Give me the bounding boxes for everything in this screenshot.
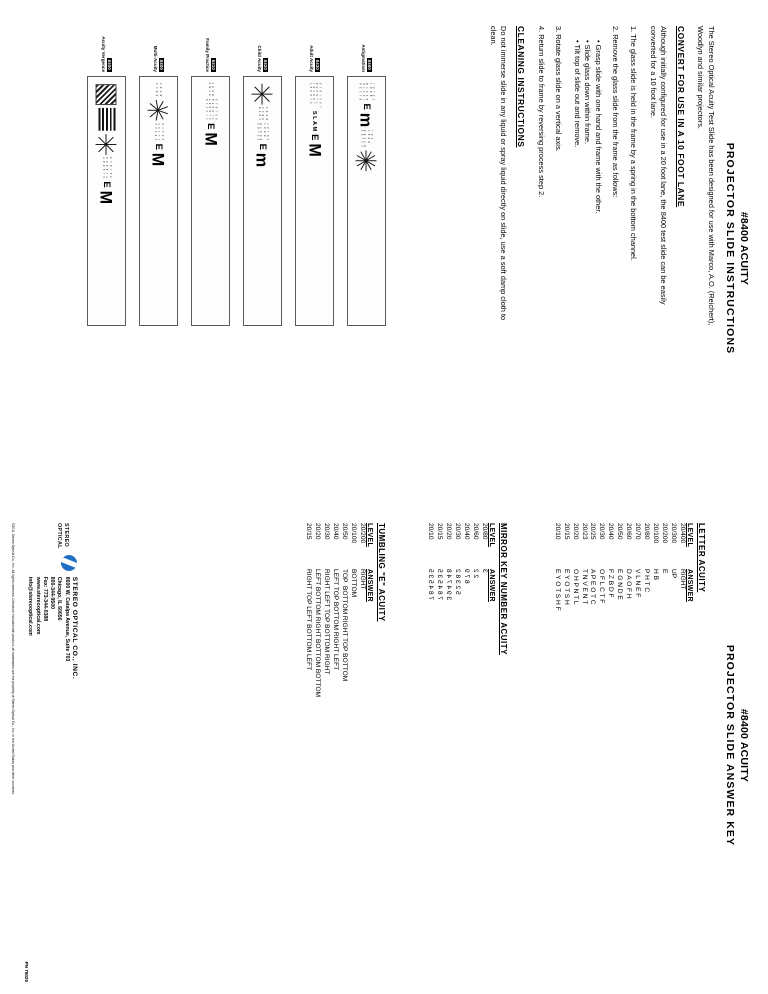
company-footer	[26, 523, 79, 679]
slide-row	[191, 26, 230, 326]
chart-tumbling-e-rows: m E 3 W 3 m W E	[156, 83, 163, 97]
table-row: 20/40	[463, 523, 471, 540]
mirror-acuity-table	[425, 523, 495, 943]
slide-image-multi-acuity	[139, 76, 178, 326]
astigmatism-dial-icon	[96, 134, 117, 155]
slide-name: Family Practice	[205, 38, 211, 72]
table-row: 20/60	[625, 523, 633, 540]
tumbling-e-levels	[303, 523, 373, 569]
tumbling-e-answers	[303, 569, 373, 943]
step-2-bullet-2: • Slide glass down within frame.	[583, 40, 593, 145]
table-cell: D A O F H	[625, 569, 633, 599]
chart-letter-M: M	[97, 190, 116, 205]
company-website[interactable]: www.stereooptical.com	[34, 576, 41, 635]
part-number-label: PN 78025	[24, 961, 29, 982]
column-header-level: LEVEL	[488, 523, 495, 548]
table-row: 20/10	[553, 523, 561, 540]
table-cell: E G N D E	[616, 569, 624, 600]
table-row: 20/50	[616, 523, 624, 540]
table-row: 20/80	[643, 523, 651, 540]
tumbling-e-section	[303, 523, 386, 943]
table-cell: TOP BOTTOM RIGHT TOP BOTTOM	[341, 569, 349, 682]
instructions-header	[724, 0, 750, 497]
slide-name: Astigmatism	[361, 44, 367, 72]
astigmatism-dial-icon	[252, 83, 273, 104]
slide-code: 8450	[107, 59, 113, 70]
answer-key-title: PROJECTOR SLIDE ANSWER KEY	[724, 644, 736, 847]
table-row: 20/15	[436, 523, 444, 540]
table-row: 20/200	[661, 523, 669, 544]
table-row: 20/30	[454, 523, 462, 540]
slide-image-adult-acuity	[295, 76, 334, 326]
letter-acuity-levels	[552, 523, 693, 569]
mirror-acuity-heading: MIRROR KEY NUMBER ACUITY	[499, 523, 508, 656]
copyright-notice: ©2011 Stereo Optical Co., Inc. All rights reserved. Literature included with product, all trademarks are the property of Stereo Optical Co., Inc. in the United States and other countries.	[10, 523, 15, 795]
company-address-block	[26, 577, 79, 680]
slide-image-acuity-vergence	[87, 76, 126, 326]
logo-word-line-1: STEREO	[62, 523, 69, 547]
slide-row	[295, 26, 334, 326]
chart-letter-E: E	[309, 134, 321, 141]
table-cell: RIGHT	[359, 569, 366, 590]
table-row: 20/15	[562, 523, 570, 540]
astigmatism-dial-icon	[148, 100, 169, 121]
chart-tumbling-e-rows: m E 3 W 3 m W E W 3 E m	[258, 106, 268, 121]
chart-letter-E: E	[257, 143, 269, 150]
table-row: 20/23	[580, 523, 588, 540]
slide-name: Adult Acuity	[309, 45, 315, 72]
table-row: 20/50	[341, 523, 349, 540]
slide-code: 8420	[263, 59, 269, 70]
table-row: 20/300	[670, 523, 678, 544]
slide-illustration-list	[74, 26, 386, 326]
chart-letter-M: M	[149, 152, 168, 167]
table-row: 20/15	[305, 523, 313, 540]
chart-letter-E: E	[153, 143, 165, 150]
eye-chart-graphic	[148, 83, 169, 166]
table-cell: O H P N T L	[571, 569, 579, 605]
table-row: 20/20	[314, 523, 322, 540]
table-cell: H B	[652, 569, 660, 580]
mirror-acuity-levels	[425, 523, 495, 569]
chart-number-rows: 8 4 5 3 5 3 9 4 7 4 5 2 3 8 2	[154, 123, 164, 141]
column-header-answer: ANSWER	[488, 569, 495, 602]
table-row: 20/80	[481, 523, 488, 540]
chart-letter-m: m	[253, 152, 272, 168]
table-cell: V L N E F	[634, 569, 642, 598]
product-title: #8400 ACUITY	[738, 211, 750, 286]
chart-small-letters: F P T O Z L P E D D F C Z P E D F C Z	[256, 123, 270, 141]
table-row: 20/70	[634, 523, 642, 540]
table-cell: 3 9 4 7 4 8	[445, 569, 453, 601]
table-cell: F Z B D F	[607, 569, 615, 598]
table-cell: 7 8 4 5 3 5	[427, 569, 435, 601]
table-cell: 2 2	[472, 569, 480, 579]
step-2-bullet-1: • Grasp slide with one hand and frame with the other.	[593, 40, 603, 214]
company-address-line-2: Chicago, IL 60656	[56, 576, 63, 621]
slide-label	[101, 26, 112, 76]
stereo-optical-logo-icon	[61, 555, 77, 571]
table-cell: A P E O T C	[589, 569, 597, 605]
table-row: 20/60	[472, 523, 480, 540]
tumbling-e-heading: TUMBLING "E" ACUITY	[377, 523, 386, 622]
slide-label	[205, 26, 216, 76]
slide-image-family-practice	[191, 76, 230, 326]
table-cell: 8 7 9	[463, 569, 471, 584]
table-row: 20/25	[589, 523, 597, 540]
table-row: 20/10	[427, 523, 435, 540]
company-email[interactable]: info@stereooptical.com	[27, 576, 34, 636]
slide-name: Multi-Acuity	[153, 45, 159, 72]
mirror-acuity-answers	[425, 569, 495, 943]
table-cell: E Y O T S H	[562, 569, 570, 605]
eye-chart-graphic	[202, 83, 218, 146]
slide-name: Acuity Vergence	[101, 36, 107, 72]
company-fax: Fax: 773-344-0388	[41, 576, 48, 622]
slide-code: 8460	[367, 59, 373, 70]
tumbling-e-table	[303, 523, 373, 943]
table-cell: E Y O T S H F	[553, 569, 561, 611]
chart-small-letters: F P T O Z L P E D D F C Z P O F L C T P E C F D	[359, 83, 376, 101]
table-cell: 5 2 3 8 2	[454, 569, 462, 595]
convert-heading: CONVERT FOR USE IN A 10 FOOT LANE	[675, 26, 686, 208]
slide-image-child-acuity	[243, 76, 282, 326]
chart-letter-m: m	[357, 112, 376, 128]
chart-letter-E: E	[101, 181, 113, 188]
table-cell: T N V E N T	[580, 569, 588, 605]
slide-row	[139, 26, 178, 326]
eye-chart-graphic	[96, 84, 117, 204]
company-name: STEREO OPTICAL CO., INC.	[70, 576, 78, 680]
company-address-line-1: 8600 W. Catalpa Avenue, Suite 703	[63, 576, 70, 662]
table-cell: LEFT TOP BOTTOM RIGHT LEFT	[332, 569, 340, 671]
table-row: 20/40	[332, 523, 340, 540]
table-cell: RIGHT LEFT TOP BOTTOM RIGHT	[323, 569, 331, 675]
slide-label	[309, 26, 320, 76]
cleaning-body: Do not immerse slide in any liquid or spray liquid directly on slide, use a soft damp cloth to clean.	[488, 26, 509, 321]
table-row: 20/100	[350, 523, 358, 544]
step-2: 2. Remove the glass slide from the frame as follows:	[611, 26, 621, 198]
answer-key-page	[0, 497, 768, 994]
table-cell: RIGHT TOP LEFT BOTTOM LEFT	[305, 569, 313, 671]
step-1: 1. The glass slide is held in the frame by a spring in the bottom channel.	[629, 26, 639, 261]
astigmatism-dial-icon	[356, 150, 377, 171]
chart-small-letters: E Y O T S H F O H P N T L T N V E N T A P E O T C	[308, 82, 322, 109]
answer-key-header	[724, 497, 750, 994]
vergence-target-icon	[96, 84, 117, 105]
instructions-body	[478, 26, 716, 326]
chart-small-letters: E Y O T S H O H P N T L A P E O T C	[102, 157, 112, 179]
logo-word-line-2: OPTICAL	[56, 523, 63, 549]
eye-chart-graphic	[306, 83, 322, 157]
table-cell: LEFT BOTTOM RIGHT BOTTOM BOTTOM	[314, 569, 322, 697]
eye-chart-graphic	[252, 83, 273, 167]
step-4: 4. Return slide to frame by reversing process step 2.	[536, 26, 546, 198]
column-header-level: LEVEL	[366, 523, 373, 548]
chart-letter-M: M	[305, 143, 324, 157]
mirror-acuity-section	[425, 523, 508, 943]
step-2-bullet-3: • Tilt top of slide out and remove.	[572, 40, 582, 148]
table-cell: E	[661, 569, 669, 574]
slide-code: 8410	[211, 59, 217, 70]
letter-acuity-heading: LETTER ACUITY	[697, 523, 706, 593]
table-row: 20/400	[679, 523, 686, 544]
table-cell: 7 8 4 5 3 5	[436, 569, 444, 601]
table-row: 20/20	[445, 523, 453, 540]
letter-acuity-answers	[552, 569, 693, 943]
contrast-bars-icon	[97, 108, 116, 131]
table-cell: O F L C T F	[598, 569, 606, 604]
column-header-answer: ANSWER	[366, 569, 373, 602]
chart-letter-E: E	[361, 103, 373, 110]
chart-small-letters: E Y O T S H O H P N T L A P E O T C O F L C T F	[204, 99, 218, 121]
table-row: 20/200	[359, 523, 366, 544]
company-logo-wordmark	[56, 523, 79, 549]
convert-body: Although initially configured for use in a 20 foot lane, the 8400 test slide can be easily converted for a 10 foot lane.	[648, 26, 669, 305]
step-2-bullets	[571, 40, 603, 326]
slide-image-astigmatism	[347, 76, 386, 326]
column-header-answer: ANSWER	[686, 569, 693, 602]
chart-letter-E: E	[205, 123, 217, 130]
product-title-2: #8400 ACUITY	[738, 708, 750, 783]
letter-acuity-section	[552, 523, 706, 943]
letter-acuity-table	[552, 523, 693, 943]
page-title: PROJECTOR SLIDE INSTRUCTIONS	[724, 142, 736, 355]
table-row: 20/30	[598, 523, 606, 540]
table-row: 20/40	[607, 523, 615, 540]
slide-label	[153, 26, 164, 76]
table-row: 20/20	[571, 523, 579, 540]
intro-paragraph: The Stereo Optical Acuity Test Slide has been designed for use with Marco, A.O. (Reichert), Woodlyn and similar projectors.	[696, 26, 716, 326]
slide-name: Child Acuity	[257, 45, 263, 72]
eye-chart-graphic	[356, 83, 377, 171]
table-cell: P H T C	[643, 569, 651, 593]
slide-row	[87, 26, 126, 326]
chart-tumbling-e-rows: m E 3 W 3 W m E	[208, 82, 215, 97]
slide-label	[257, 26, 268, 76]
table-cell: UP	[670, 569, 678, 579]
chart-letter-M: M	[201, 132, 220, 146]
cleaning-heading: CLEANING INSTRUCTIONS	[516, 26, 527, 148]
table-cell: BOTTOM	[350, 569, 358, 598]
slide-code: 8400	[159, 59, 165, 70]
company-phone: 800-344-9500	[49, 576, 56, 610]
table-cell: 3	[481, 569, 488, 573]
step-3: 3. Rotate glass slide on a vertical axis.	[554, 26, 564, 152]
table-row: 20/100	[652, 523, 660, 544]
slide-row	[347, 26, 386, 326]
slide-row	[243, 26, 282, 326]
chart-small-letters-2: T O Z L P E D P E C F D E D F C Z	[360, 129, 374, 148]
slide-label	[361, 26, 372, 76]
chart-letters-SLAM: S L A M	[311, 110, 318, 132]
table-row: 20/30	[323, 523, 331, 540]
table-cell: RIGHT	[679, 569, 686, 590]
slide-code: 8430	[315, 59, 321, 70]
column-header-level: LEVEL	[686, 523, 693, 548]
